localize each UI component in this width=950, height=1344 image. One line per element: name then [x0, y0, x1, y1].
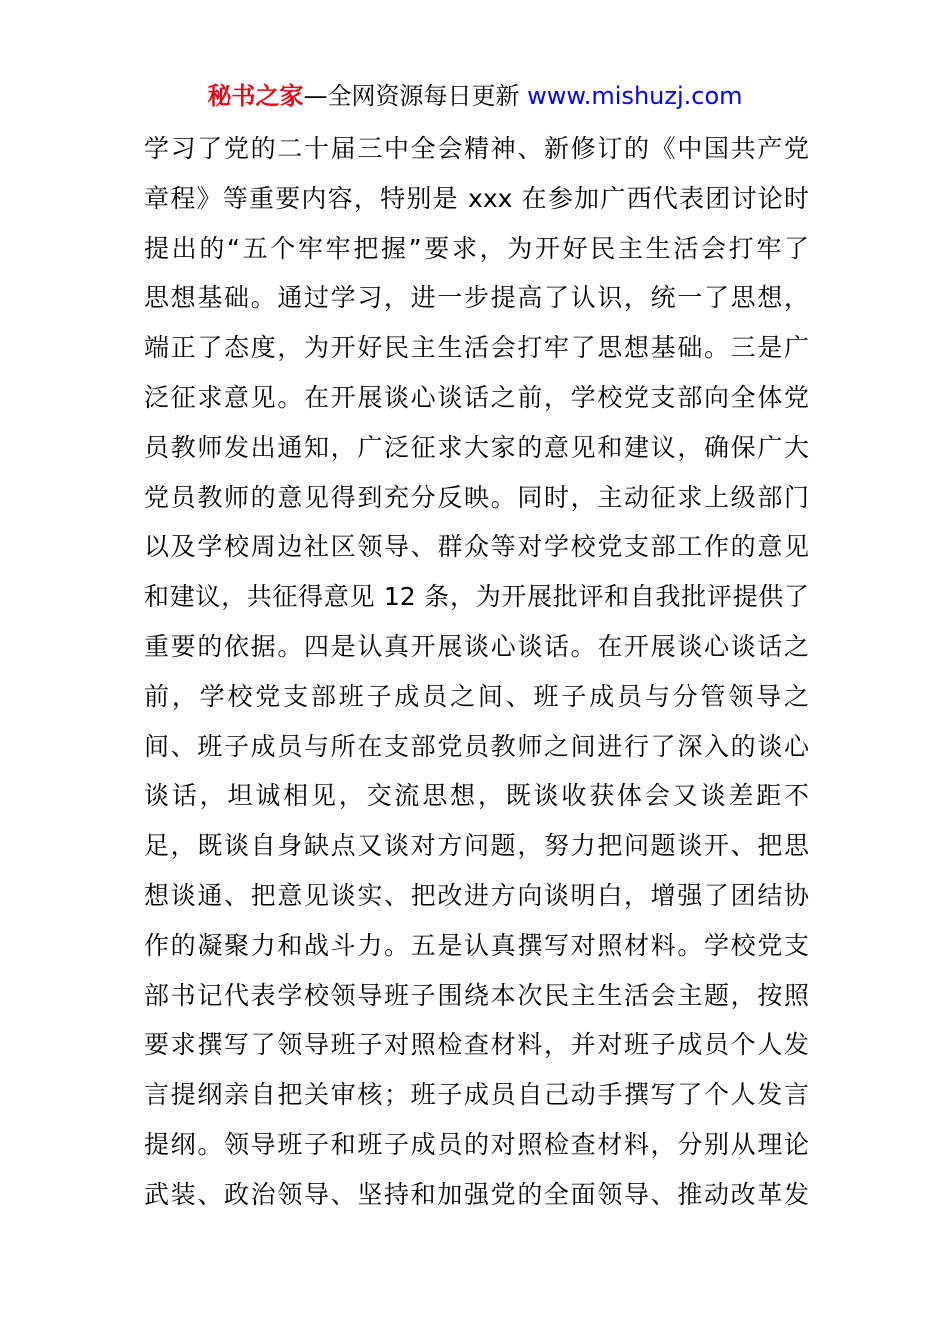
body-line: 泛征求意见。在开展谈心谈话之前，学校党支部向全体党 [144, 382, 809, 412]
header-tagline: —全网资源每日更新 [303, 82, 528, 110]
body-line: 端正了态度，为开好民主生活会打牢了思想基础。三是广 [144, 333, 809, 363]
body-line: 想谈通、把意见谈实、把改进方向谈明白，增强了团结协 [144, 880, 809, 910]
body-line: 谈话，坦诚相见，交流思想，既谈收获体会又谈差距不 [144, 781, 809, 811]
body-line: 部书记代表学校领导班子围绕本次民主生活会主题，按照 [144, 980, 809, 1010]
body-line: 和建议，共征得意见 12 条，为开展批评和自我批评提供了 [144, 582, 809, 612]
body-line: 员教师发出通知，广泛征求大家的意见和建议，确保广大 [144, 432, 809, 462]
body-line: 学习了党的二十届三中全会精神、新修订的《中国共产党 [144, 134, 809, 163]
body-line: 言提纲亲自把关审核；班子成员自己动手撰写了个人发言 [144, 1080, 809, 1110]
site-url-link[interactable]: www.mishuzj.com [527, 82, 743, 110]
body-line: 前，学校党支部班子成员之间、班子成员与分管领导之 [144, 681, 809, 711]
body-line: 提出的“五个牢牢把握”要求，为开好民主生活会打牢了 [144, 233, 809, 263]
body-line: 以及学校周边社区领导、群众等对学校党支部工作的意见 [144, 532, 809, 562]
body-line: 提纲。领导班子和班子成员的对照检查材料，分别从理论 [144, 1129, 809, 1159]
body-line: 党员教师的意见得到充分反映。同时，主动征求上级部门 [144, 482, 809, 512]
body-line: 要求撰写了领导班子对照检查材料，并对班子成员个人发 [144, 1030, 809, 1060]
body-line: 足，既谈自身缺点又谈对方问题，努力把问题谈开、把思 [144, 831, 809, 861]
body-line: 重要的依据。四是认真开展谈心谈话。在开展谈心谈话之 [144, 631, 809, 661]
body-line: 作的凝聚力和战斗力。五是认真撰写对照材料。学校党支 [144, 930, 809, 960]
body-line: 武装、政治领导、坚持和加强党的全面领导、推动改革发 [144, 1179, 809, 1209]
body-line: 思想基础。通过学习，进一步提高了认识，统一了思想， [144, 283, 809, 313]
page-header [0, 80, 950, 112]
body-line: 间、班子成员与所在支部党员教师之间进行了深入的谈心 [144, 731, 809, 761]
document-body [144, 124, 809, 1220]
body-line: 章程》等重要内容，特别是 xxx 在参加广西代表团讨论时 [144, 183, 809, 213]
brand-name: 秘书之家 [207, 82, 304, 110]
